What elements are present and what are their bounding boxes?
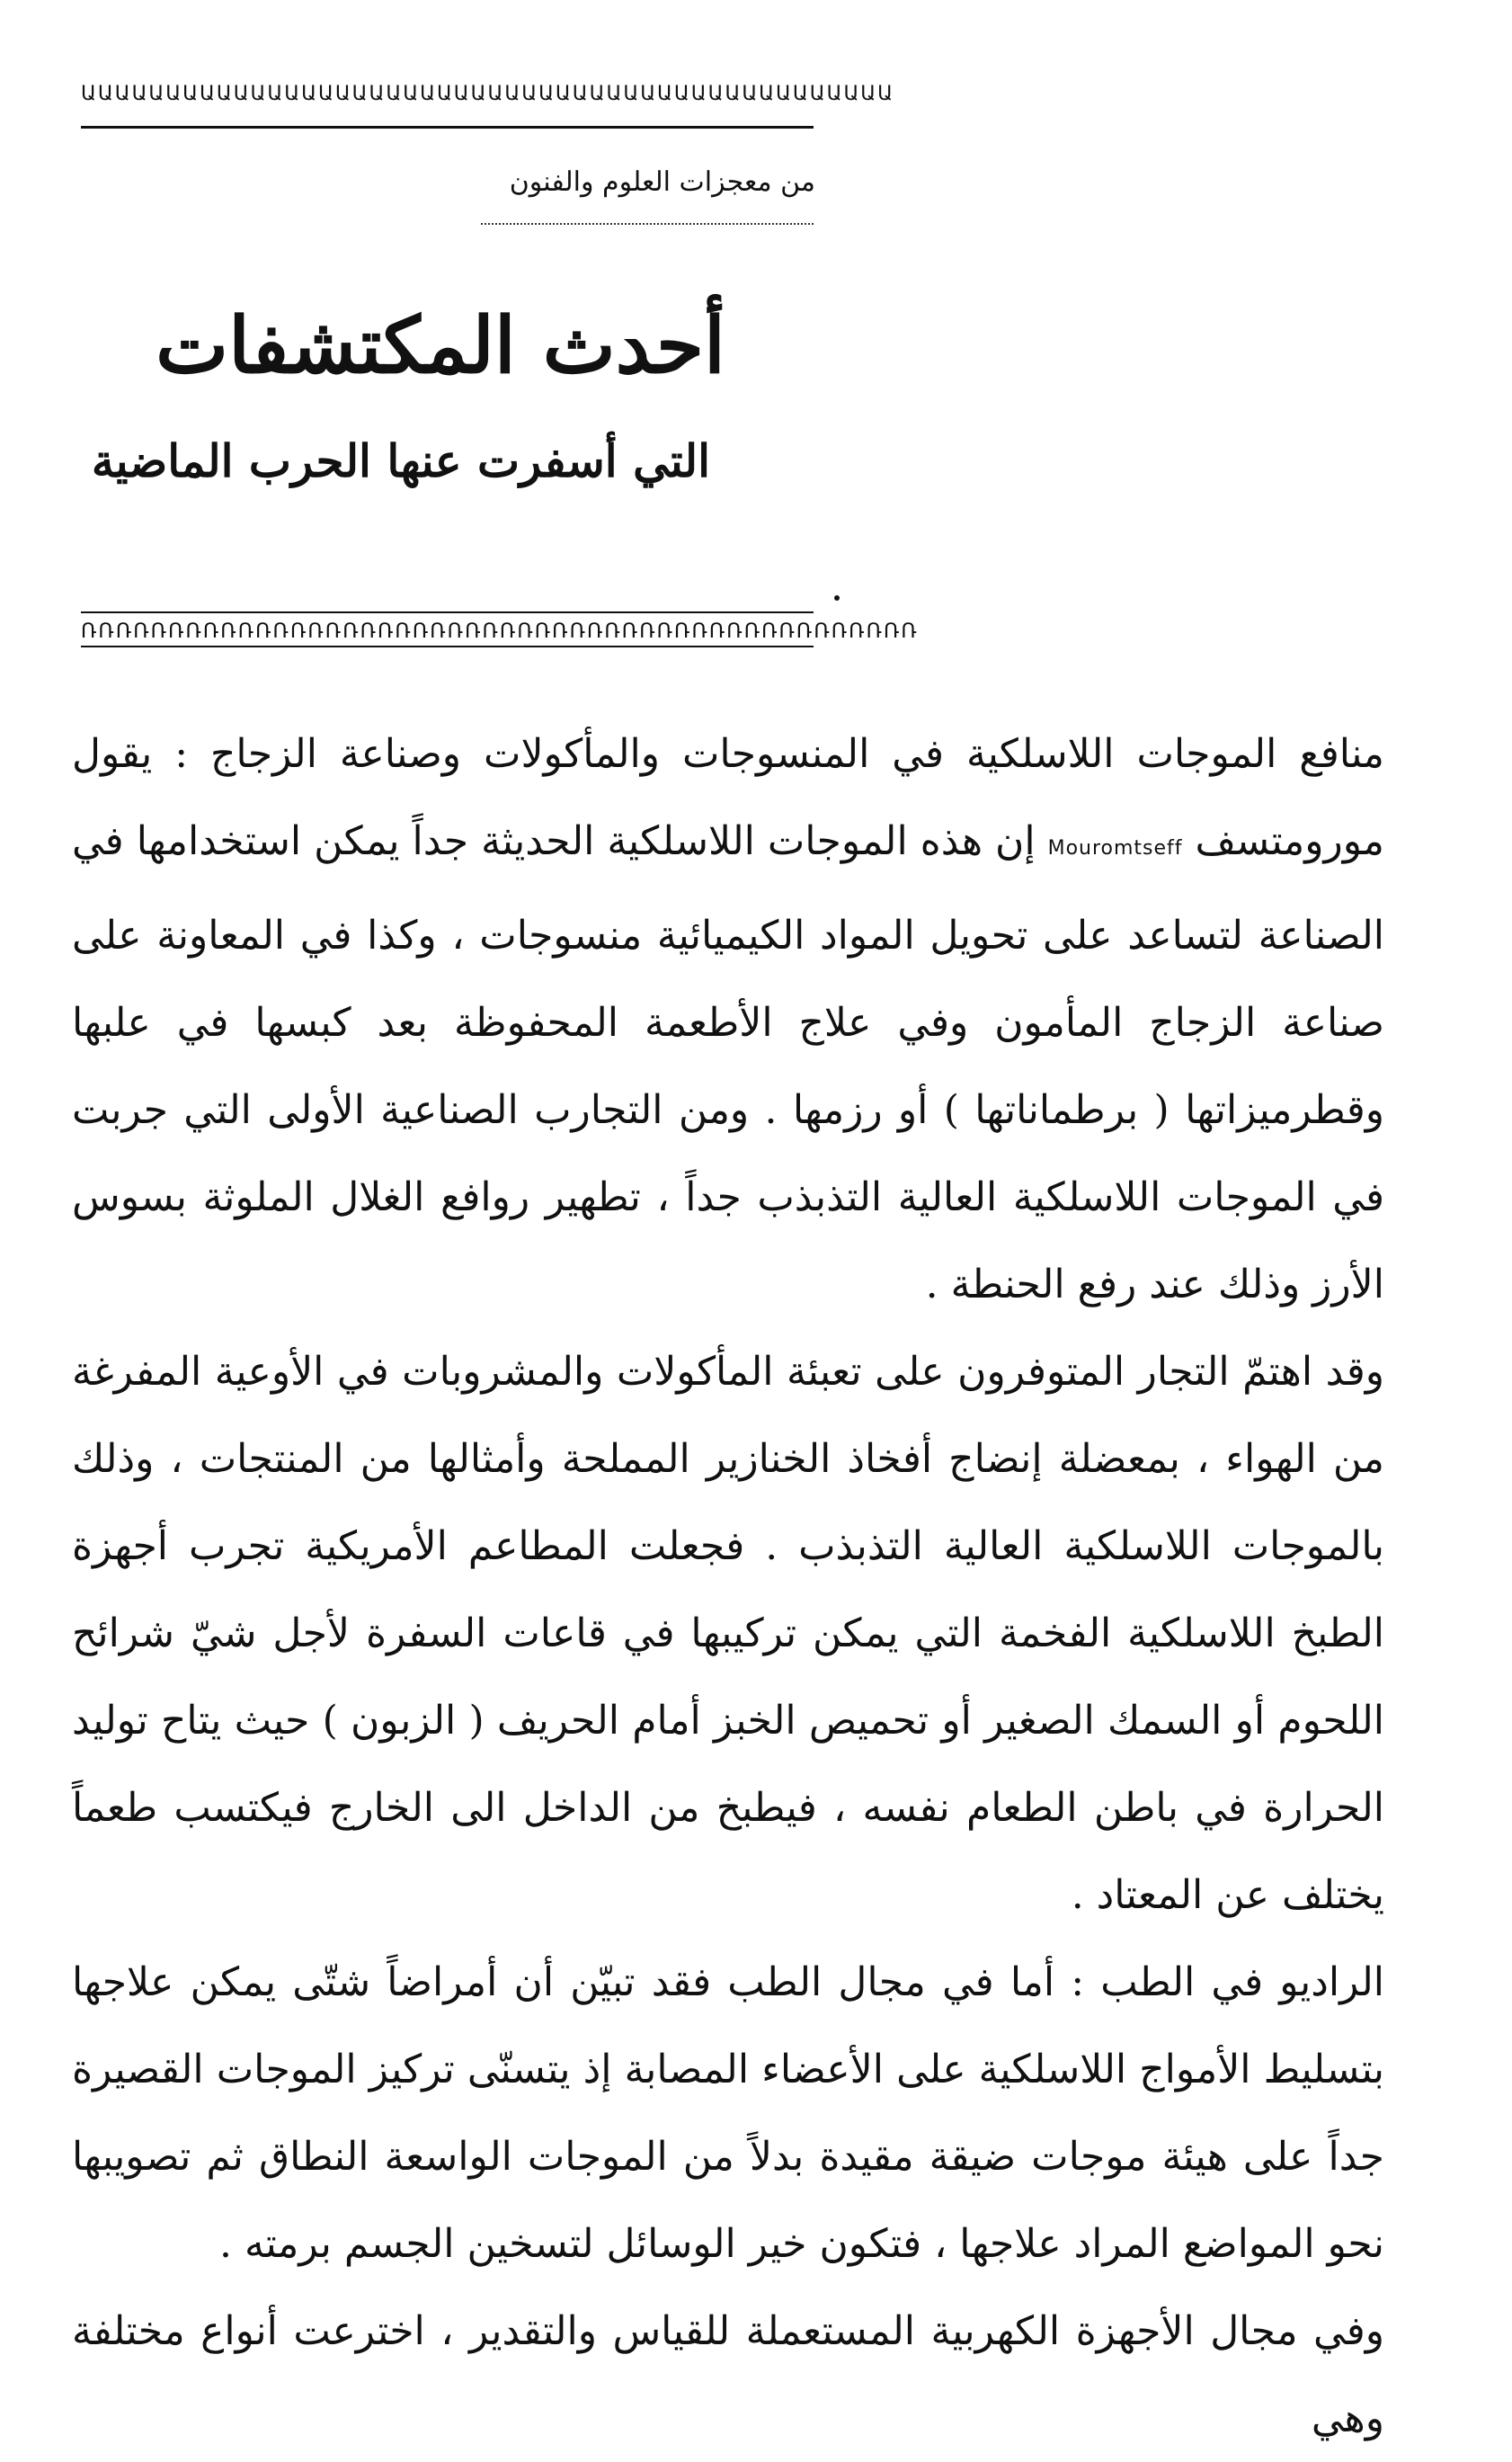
middle-rule — [81, 611, 814, 613]
paragraph-3: الراديو في الطب : أما في مجال الطب فقد تبيّن أن أمراضاً شتّى يمكن علاجها بتسليط الأمواج اللاسلكية على الأعضاء المصابة إذ يتسنّى تركيز الموجات القصيرة جداً على هيئة موجات ضيقة مقيدة بدلاً من الموجات الواسعة النطاق ثم تصويبها نحو المواضع المراد علاجها ، فتكون خير الوسائل لتسخين الجسم برمته . — [72, 1959, 1384, 2267]
paragraph-1-part-a: منافع الموجات اللاسلكية في المنسوجات والمأكولات وصناعة الزجاج : يقول مورومتسف — [72, 731, 1384, 864]
paragraph-2: وقد اهتمّ التجار المتوفرون على تعبئة المأكولات والمشروبات في الأوعية المفرغة من الهواء ، بمعضلة إنضاج أفخاذ الخنازير المملحة وأمثالها من المنتجات ، وذلك بالموجات اللاسلكية العالية التذبذب . فجعلت المطاعم الأمريكية تجرب أجهزة الطبخ اللاسلكية الفخمة التي يمكن تركيبها في قاعات السفرة لأجل شيّ شرائح اللحوم أو السمك الصغير أو تحميص الخبز أمام الحريف ( الزبون ) حيث يتاح توليد الحرارة في باطن الطعام نفسه ، فيطبخ من الداخل الى الخارج فيكتسب طعماً يختلف عن المعتاد . — [72, 1349, 1384, 1918]
paragraph-1-latin-name: Mouromtseff — [1047, 837, 1183, 860]
top-ornament-border: ԱԱԱԱԱԱԱԱԱԱԱԱԱԱԱԱԱԱԱԱԱԱԱԱԱԱԱԱԱԱԱԱԱԱԱԱԱԱԱԱԱԱԱԱԱԱԱԱ — [81, 83, 895, 105]
article-title: أحدث المكتشفات — [156, 300, 725, 391]
series-label: من معجزات العلوم والفنون — [509, 166, 815, 198]
middle-ornament-underline — [81, 646, 814, 647]
middle-ornament-border: ՌՌՌՌՌՌՌՌՌՌՌՌՌՌՌՌՌՌՌՌՌՌՌՌՌՌՌՌՌՌՌՌՌՌՌՌՌՌՌՌՌՌՌՌՌՌՌՌ — [81, 620, 919, 643]
article-subtitle: التي أسفرت عنها الحرب الماضية — [91, 434, 710, 487]
paragraph-1-part-b: إن هذه الموجات اللاسلكية الحديثة جداً يمكن استخدامها في الصناعة لتساعد على تحويل المواد الكيميائية منسوجات ، وكذا في المعاونة على صناعة الزجاج المأمون وفي علاج الأطعمة المحفوظة بعد كبسها في علبها وقطرميزاتها ( برطماناتها ) أو رزمها . ومن التجارب الصناعية الأولى التي جربت في الموجات اللاسلكية العالية التذبذب جداً ، تطهير روافع الغلال الملوثة بسوس الأرز وذلك عند رفع الحنطة . — [72, 818, 1384, 1307]
article-body — [72, 710, 1384, 2462]
dot-mark — [834, 595, 840, 601]
paragraph-4: وفي مجال الأجهزة الكهربية المستعملة للقياس والتقدير ، اخترعت أنواع مختلفة وهي — [72, 2308, 1384, 2441]
paragraph-1 — [72, 710, 1384, 1328]
top-rule — [81, 126, 814, 129]
dotted-separator — [481, 223, 814, 225]
